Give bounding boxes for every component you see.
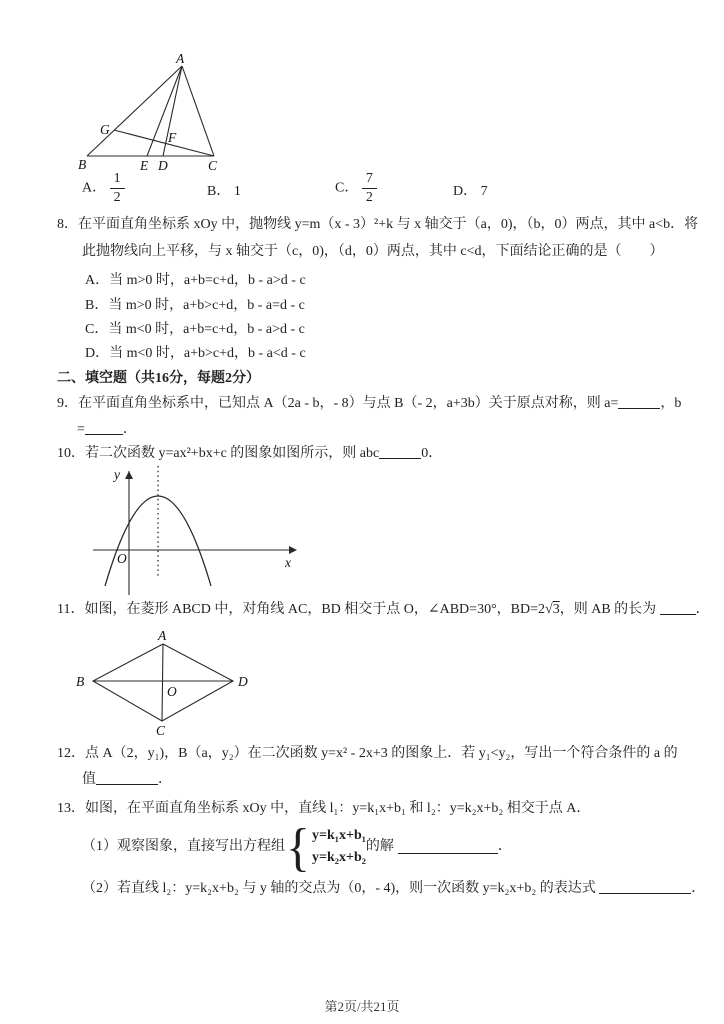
- q11-text-pre-b: ，则 AB 的长为: [559, 602, 657, 617]
- y-axis-label: y: [114, 467, 120, 482]
- q11-radicand: 3: [552, 602, 560, 617]
- q9-answer-blank-b[interactable]: [85, 421, 123, 435]
- q13-part1-answer-blank[interactable]: [398, 840, 498, 854]
- q7-option-b-value: 1: [233, 184, 241, 199]
- y-axis-arrow: [125, 471, 133, 479]
- q13-part1-text: （1）观察图象，直接写出方程组: [82, 838, 285, 854]
- q13-part2-text: （2）若直线 l₂：y=k₂x+b₂ 与 y 轴的交点为（0，- 4)，则一次函数 y=k₂x+b₂ 的表达式: [82, 881, 596, 896]
- cevian-AE: [147, 66, 182, 156]
- system-brace: {: [286, 817, 310, 877]
- origin-label: O: [117, 551, 127, 566]
- page-number-indicator: 第2页/共21页: [324, 999, 400, 1014]
- rhombus-label-c: C: [156, 723, 166, 738]
- rhombus-figure: [65, 628, 290, 742]
- fraction-seven-halves: $\frac{7}{2}$: [362, 171, 377, 205]
- q7-option-d-label: D．: [453, 184, 478, 199]
- q13-stem: 13．如图，在平面直角坐标系 xOy 中，直线 l₁：y=k₁x+b₁ 和 l₂：y=k₂x+b₂ 相交于点 A．: [57, 801, 591, 816]
- q7-option-d-value: 7: [480, 184, 488, 199]
- q7-option-b-label: B．: [207, 184, 231, 199]
- q11-stem: [57, 601, 710, 620]
- x-axis-label: x: [285, 555, 291, 570]
- q12-stem-line2: [82, 771, 172, 790]
- q11-text-end: ．: [695, 602, 710, 617]
- q10-text-end: 0．: [421, 446, 443, 461]
- q9-stem-line1: [57, 395, 681, 414]
- equation-line1: y=k₁x+b₁: [312, 828, 366, 843]
- rhombus-label-d: D: [238, 674, 248, 689]
- q12-text-pre: 值: [82, 772, 96, 787]
- equation-line2: y=k₂x+b₂: [312, 850, 366, 865]
- q10-text-pre: 10．若二次函数 y=ax²+bx+c 的图象如图所示，则 abc: [57, 446, 380, 461]
- q13-part2-end: ．: [691, 881, 706, 896]
- q13-part2: [82, 880, 705, 899]
- q12-answer-blank[interactable]: [96, 771, 158, 785]
- rhombus-label-o: O: [167, 684, 177, 699]
- q13-part2-answer-blank[interactable]: [599, 880, 691, 894]
- q13-part1-end: ．: [497, 838, 512, 854]
- equation-system: [312, 825, 366, 869]
- q9-text-pre: 9．在平面直角坐标系中，已知点 A（2a - b，- 8）与点 B（- 2，a+3b）关于原点对称，则 a=: [57, 396, 619, 411]
- point-label-e: E: [140, 158, 149, 173]
- q13-part1: [82, 817, 512, 877]
- q13-part1-solution-text: 的解: [365, 838, 394, 854]
- q11-answer-blank[interactable]: [660, 601, 696, 615]
- vertex-label-c: C: [208, 158, 218, 173]
- triangle-figure: [72, 52, 240, 174]
- q9-text-eq: =: [77, 422, 85, 437]
- q8-stem-line2: 此抛物线向上平移，与 x 轴交于（c，0)，（d，0）两点，其中 c<d，下面结论正确的是（ ）: [82, 244, 664, 259]
- q8-option-c[interactable]: C．当 m<0 时，a+b=c+d，b - a>d - c: [85, 322, 305, 337]
- point-label-f: F: [168, 130, 177, 145]
- rhombus-label-a: A: [158, 628, 167, 643]
- side-AC: [182, 66, 214, 156]
- fraction-one-half: $\frac{1}{2}$: [110, 171, 125, 205]
- point-label-g: G: [100, 122, 110, 137]
- q9-text-end: ．: [122, 422, 137, 437]
- q8-option-d[interactable]: D．当 m<0 时，a+b>c+d，b - a<d - c: [85, 346, 306, 361]
- q8-option-b[interactable]: B．当 m>0 时，a+b>c+d，b - a=d - c: [85, 298, 305, 313]
- point-label-d: D: [158, 158, 168, 173]
- q11-text-pre-a: 11．如图，在菱形 ABCD 中，对角线 AC，BD 相交于点 O，∠ABD=30°，BD=2√: [57, 602, 553, 617]
- q7-option-a[interactable]: [82, 171, 125, 205]
- x-axis-arrow: [289, 546, 297, 554]
- q8-stem-line1: 8．在平面直角坐标系 xOy 中，抛物线 y=m（x - 3）²+k 与 x 轴交于（a，0)，（b，0）两点，其中 a<b．将: [57, 217, 699, 232]
- section-title-fill-in-blanks: 二、填空题（共16分，每题2分）: [57, 371, 260, 386]
- rhombus-label-b: B: [76, 674, 85, 689]
- q9-stem-line2: [77, 421, 137, 440]
- q7-option-a-label: A．: [82, 180, 107, 196]
- q9-answer-blank-a[interactable]: [618, 395, 660, 409]
- q10-stem: [57, 445, 442, 464]
- q9-text-mid: ，b: [660, 396, 682, 411]
- q10-answer-blank[interactable]: [379, 445, 421, 459]
- q8-option-a[interactable]: A．当 m>0 时，a+b=c+d，b - a>d - c: [85, 273, 306, 288]
- q7-option-b[interactable]: [207, 180, 241, 200]
- q7-option-d[interactable]: [453, 180, 488, 200]
- diagonal-AC: [162, 644, 163, 721]
- q12-text-end: ．: [158, 772, 172, 787]
- q12-stem-line1: 12．点 A（2，y₁)，B（a，y₂）在二次函数 y=x² - 2x+3 的图象上．若 y₁<y₂，写出一个符合条件的 a 的: [57, 746, 678, 761]
- q7-option-c[interactable]: [335, 171, 377, 205]
- parabola-figure: [85, 463, 315, 601]
- q7-option-c-label: C．: [335, 180, 359, 196]
- vertex-label-a: A: [176, 51, 185, 66]
- vertex-label-b: B: [78, 157, 87, 172]
